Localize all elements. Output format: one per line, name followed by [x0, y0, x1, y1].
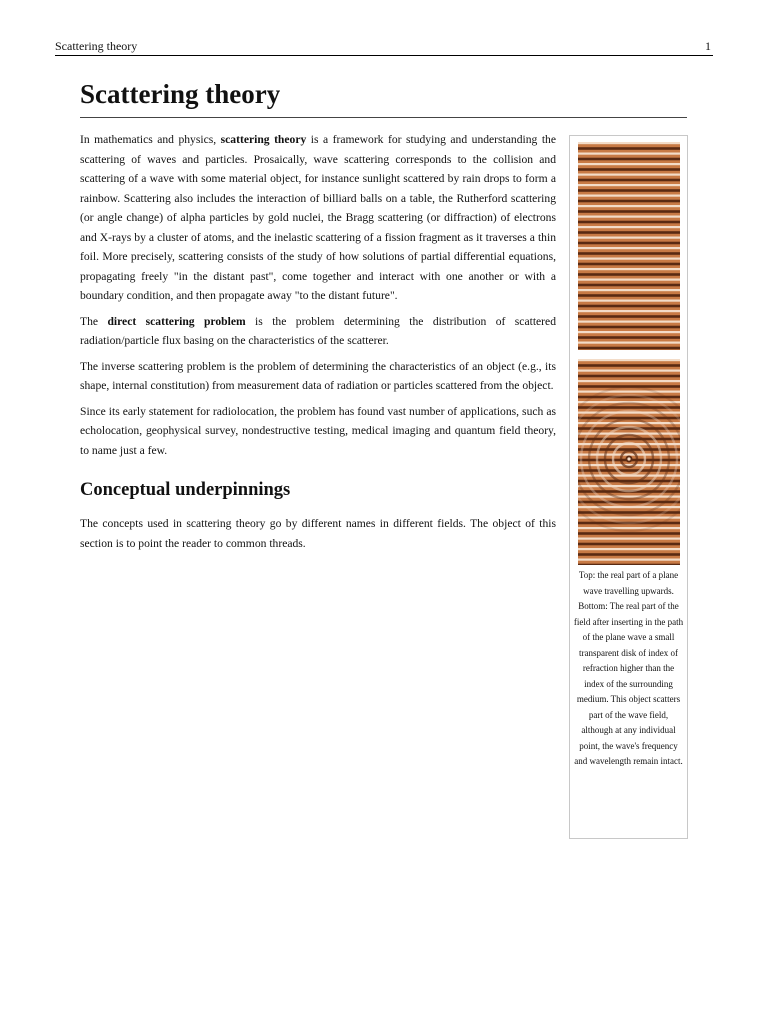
running-header	[55, 37, 713, 56]
section-paragraph: The concepts used in scattering theory go by different names in different fields. The object of this section is to point the reader to common threads.	[80, 517, 556, 550]
applications-paragraph: Since its early statement for radiolocation, the problem has found vast number of applications, such as echolocation, geophysical survey, nondestructive testing, medical imaging and quantum field theory, to name just a few.	[80, 404, 556, 457]
intro-text-start: In mathematics and physics,	[80, 133, 221, 146]
article-body	[80, 130, 556, 559]
intro-text-rest: is a framework for studying and understanding the scattering of waves and particles. Prosaically, wave scattering corresponds to the collision and scattering of a wave with some material object, for instance sunlight scattered by rain drops to form a rainbow. Scattering also includes the interaction of billiard balls on a table, the Rutherford scattering (or angle change) of alpha particles by gold nuclei, the Bragg scattering (or diffraction) of electrons and X-rays by a cluster of atoms, and the inelastic scattering of a fission fragment as it traverses a thin foil. More precisely, scattering consists of the study of how solutions of partial differential equations, propagating freely "in the distant past", come together and interact with one another or with a boundary condition, and then propagate away "to the distant future".	[80, 133, 556, 302]
term-direct-scattering-problem: direct scattering problem	[107, 314, 246, 328]
page-number: 1	[705, 39, 711, 53]
term-scattering-theory: scattering theory	[220, 133, 307, 146]
inverse-problem-paragraph: The inverse scattering problem is the problem of determining the characteristics of an object (e.g., its shape, internal constitution) from measurement data of radiation or particles scattered from the object.	[80, 359, 556, 392]
figure-caption: Top: the real part of a plane wave travelling upwards. Bottom: The real part of the field after inserting in the path of the plane wave a small transparent disk of index of refraction higher than the index of the surrounding medium. This object scatters part of the wave field, although at any individual point, the wave's frequency and wavelength remain intact.	[573, 570, 684, 766]
plane-wave-image	[578, 142, 680, 350]
section-heading-conceptual-underpinnings: Conceptual underpinnings	[80, 480, 291, 500]
scattered-wave-image	[578, 359, 680, 565]
figure-box	[569, 135, 688, 839]
running-header-title: Scattering theory	[55, 39, 138, 53]
direct-text-rest: is the problem determining the distribution of scattered radiation/particle flux basing on the characteristics of the scatterer.	[80, 314, 556, 347]
intro-paragraph	[80, 130, 556, 306]
direct-problem-paragraph	[80, 312, 556, 351]
article-title: Scattering theory	[80, 78, 687, 118]
direct-text-start: The	[80, 314, 108, 328]
